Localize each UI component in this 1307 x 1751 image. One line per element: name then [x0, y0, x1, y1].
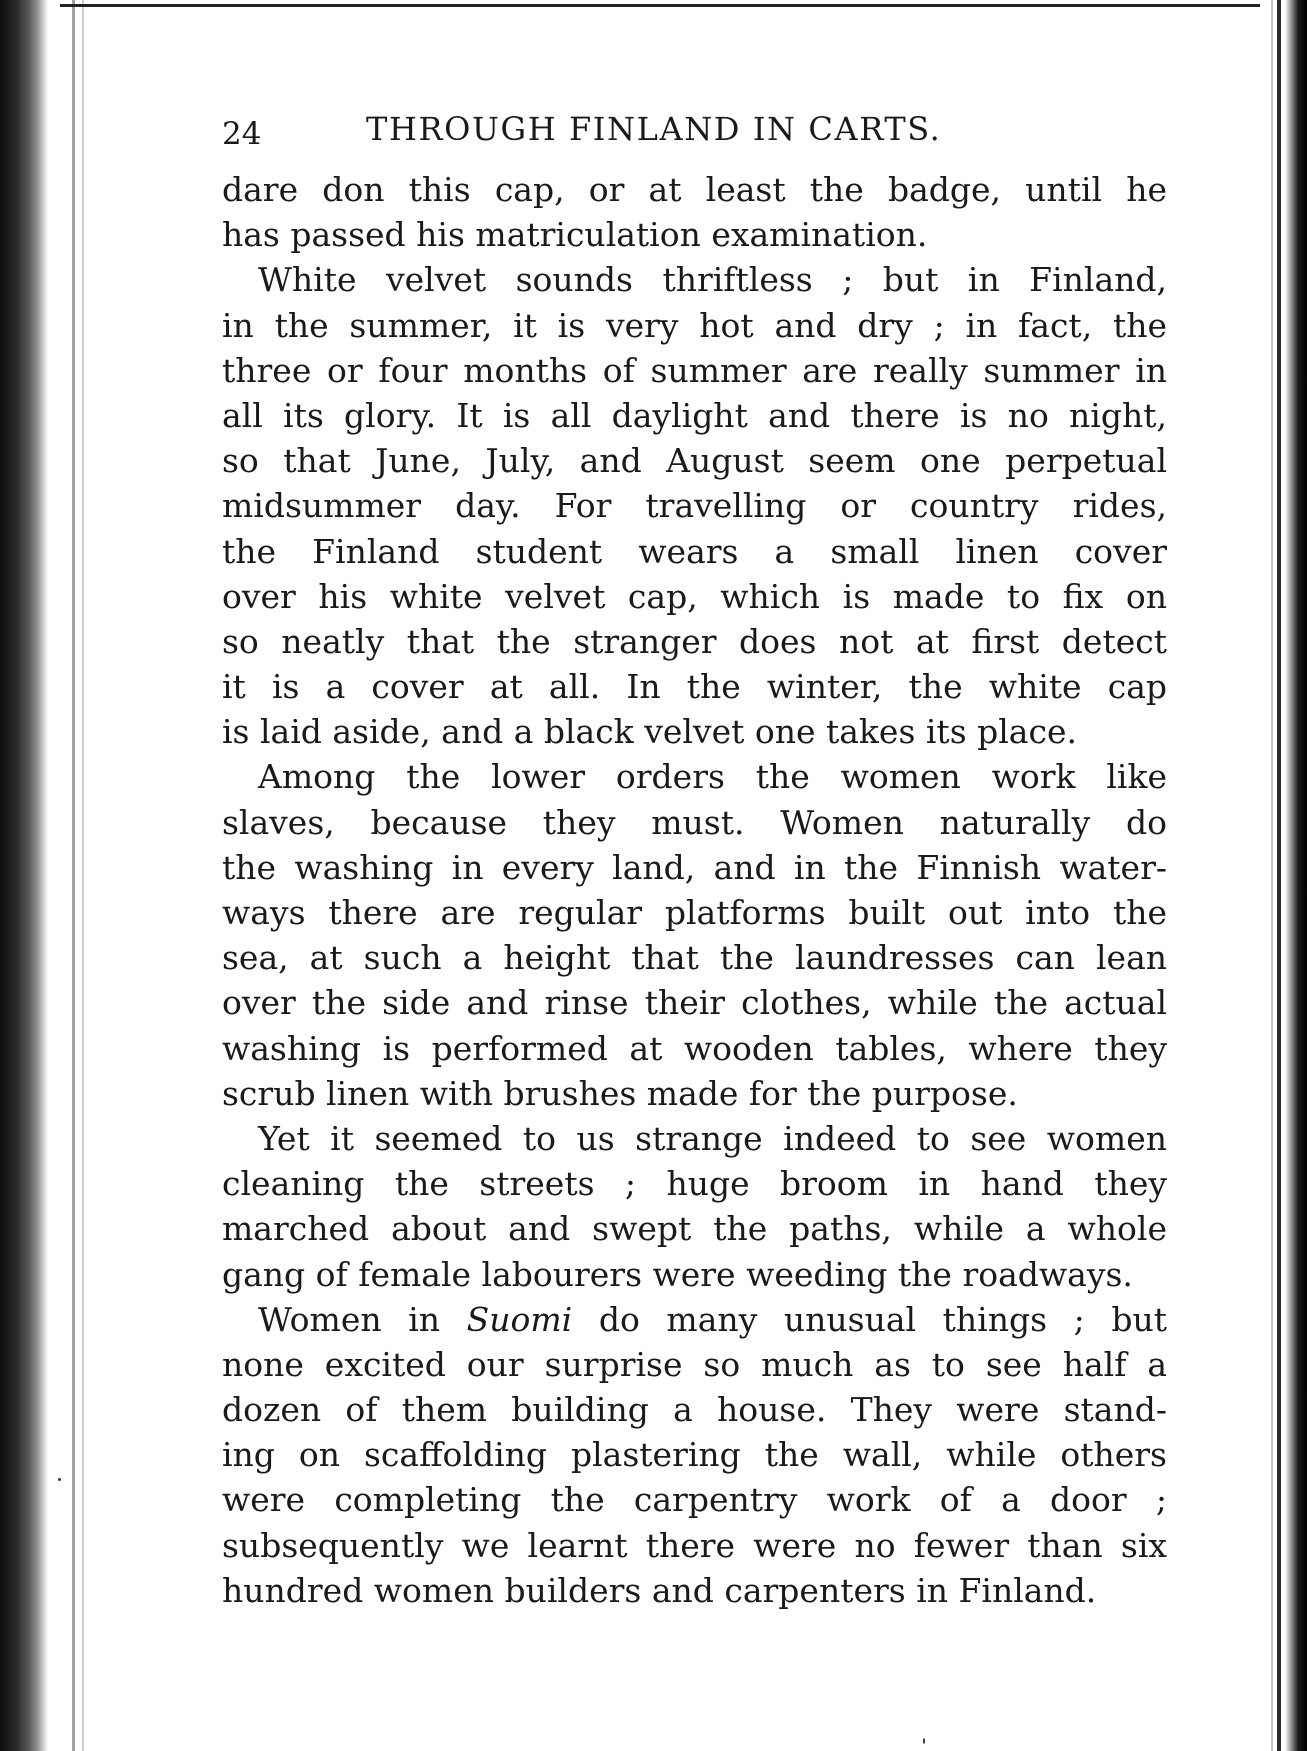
text-line: subsequently we learnt there were no fewer than six [222, 1525, 1167, 1565]
text-run: Women in [258, 1299, 467, 1339]
text-line: slaves, because they must. Women naturally do [222, 802, 1167, 842]
text-line: the washing in every land, and in the Finnish water- [222, 847, 1167, 887]
text-line: over his white velvet cap, which is made to fix on [222, 576, 1167, 616]
text-line: ways there are regular platforms built out into the [222, 893, 1167, 932]
scan-speck [58, 1478, 61, 1481]
page-number: 24 [222, 116, 262, 152]
text-line: the Finland student wears a small linen cover [222, 531, 1167, 571]
running-header [222, 108, 1167, 158]
paragraph [222, 1116, 1167, 1297]
page-edge-line [1277, 0, 1281, 1751]
text-line [222, 1297, 1167, 1342]
italic-word: Suomi [466, 1299, 573, 1339]
scan-speck [923, 1738, 925, 1744]
text-line: were completing the carpentry work of a door ; [222, 1480, 1167, 1520]
body-text [222, 167, 1167, 1613]
text-line: hundred women builders and carpenters in Finland. [222, 1570, 1097, 1610]
text-line: Among the lower orders the women work like [258, 757, 1167, 797]
text-line: so neatly that the stranger does not at first detect [222, 621, 1167, 661]
running-title: THROUGH FINLAND IN CARTS. [366, 110, 942, 148]
text-line: cleaning the streets ; huge broom in hand they [222, 1164, 1167, 1204]
text-line: marched about and swept the paths, while a whole [222, 1209, 1167, 1249]
page-edge-shadow [1285, 0, 1307, 1751]
text-line: all its glory. It is all daylight and there is no night, [222, 395, 1167, 435]
page-edge-line [1271, 0, 1273, 1751]
paragraph [222, 754, 1167, 1116]
text-line: none excited our surprise so much as to see half a [222, 1344, 1167, 1384]
page-top-edge [60, 4, 1260, 7]
text-line: so that June, July, and August seem one perpetual [222, 441, 1167, 481]
text-line: dare don this cap, or at least the badge, until he [222, 170, 1167, 209]
text-line: over the side and rinse their clothes, while the actual [222, 983, 1167, 1023]
text-line: is laid aside, and a black velvet one takes its place. [222, 712, 1077, 752]
text-line: dozen of them building a house. They were stand- [222, 1390, 1167, 1430]
text-line: three or four months of summer are really summer in [222, 350, 1167, 390]
spine-crease-line [72, 0, 75, 1751]
book-spine-shadow [0, 0, 48, 1751]
text-run: do many unusual things ; but [572, 1299, 1167, 1339]
text-line: washing is performed at wooden tables, where they [222, 1028, 1167, 1068]
paragraph [222, 167, 1167, 257]
text-line: gang of female labourers were weeding the roadways. [222, 1254, 1133, 1294]
text-line: midsummer day. For travelling or country rides, [222, 486, 1167, 526]
text-line: has passed his matriculation examination. [222, 215, 928, 255]
text-line: scrub linen with brushes made for the purpose. [222, 1073, 1018, 1113]
text-line: White velvet sounds thriftless ; but in Finland, [258, 260, 1167, 300]
paragraph [222, 257, 1167, 754]
paragraph [222, 1297, 1167, 1613]
text-line: sea, at such a height that the laundresses can lean [222, 938, 1167, 978]
text-line: Yet it seemed to us strange indeed to see women [258, 1118, 1167, 1158]
text-line: it is a cover at all. In the winter, the white cap [222, 667, 1167, 707]
text-line: ing on scaffolding plastering the wall, while others [222, 1435, 1167, 1475]
text-line: in the summer, it is very hot and dry ; in fact, the [222, 305, 1167, 345]
spine-crease-line [82, 0, 84, 1751]
